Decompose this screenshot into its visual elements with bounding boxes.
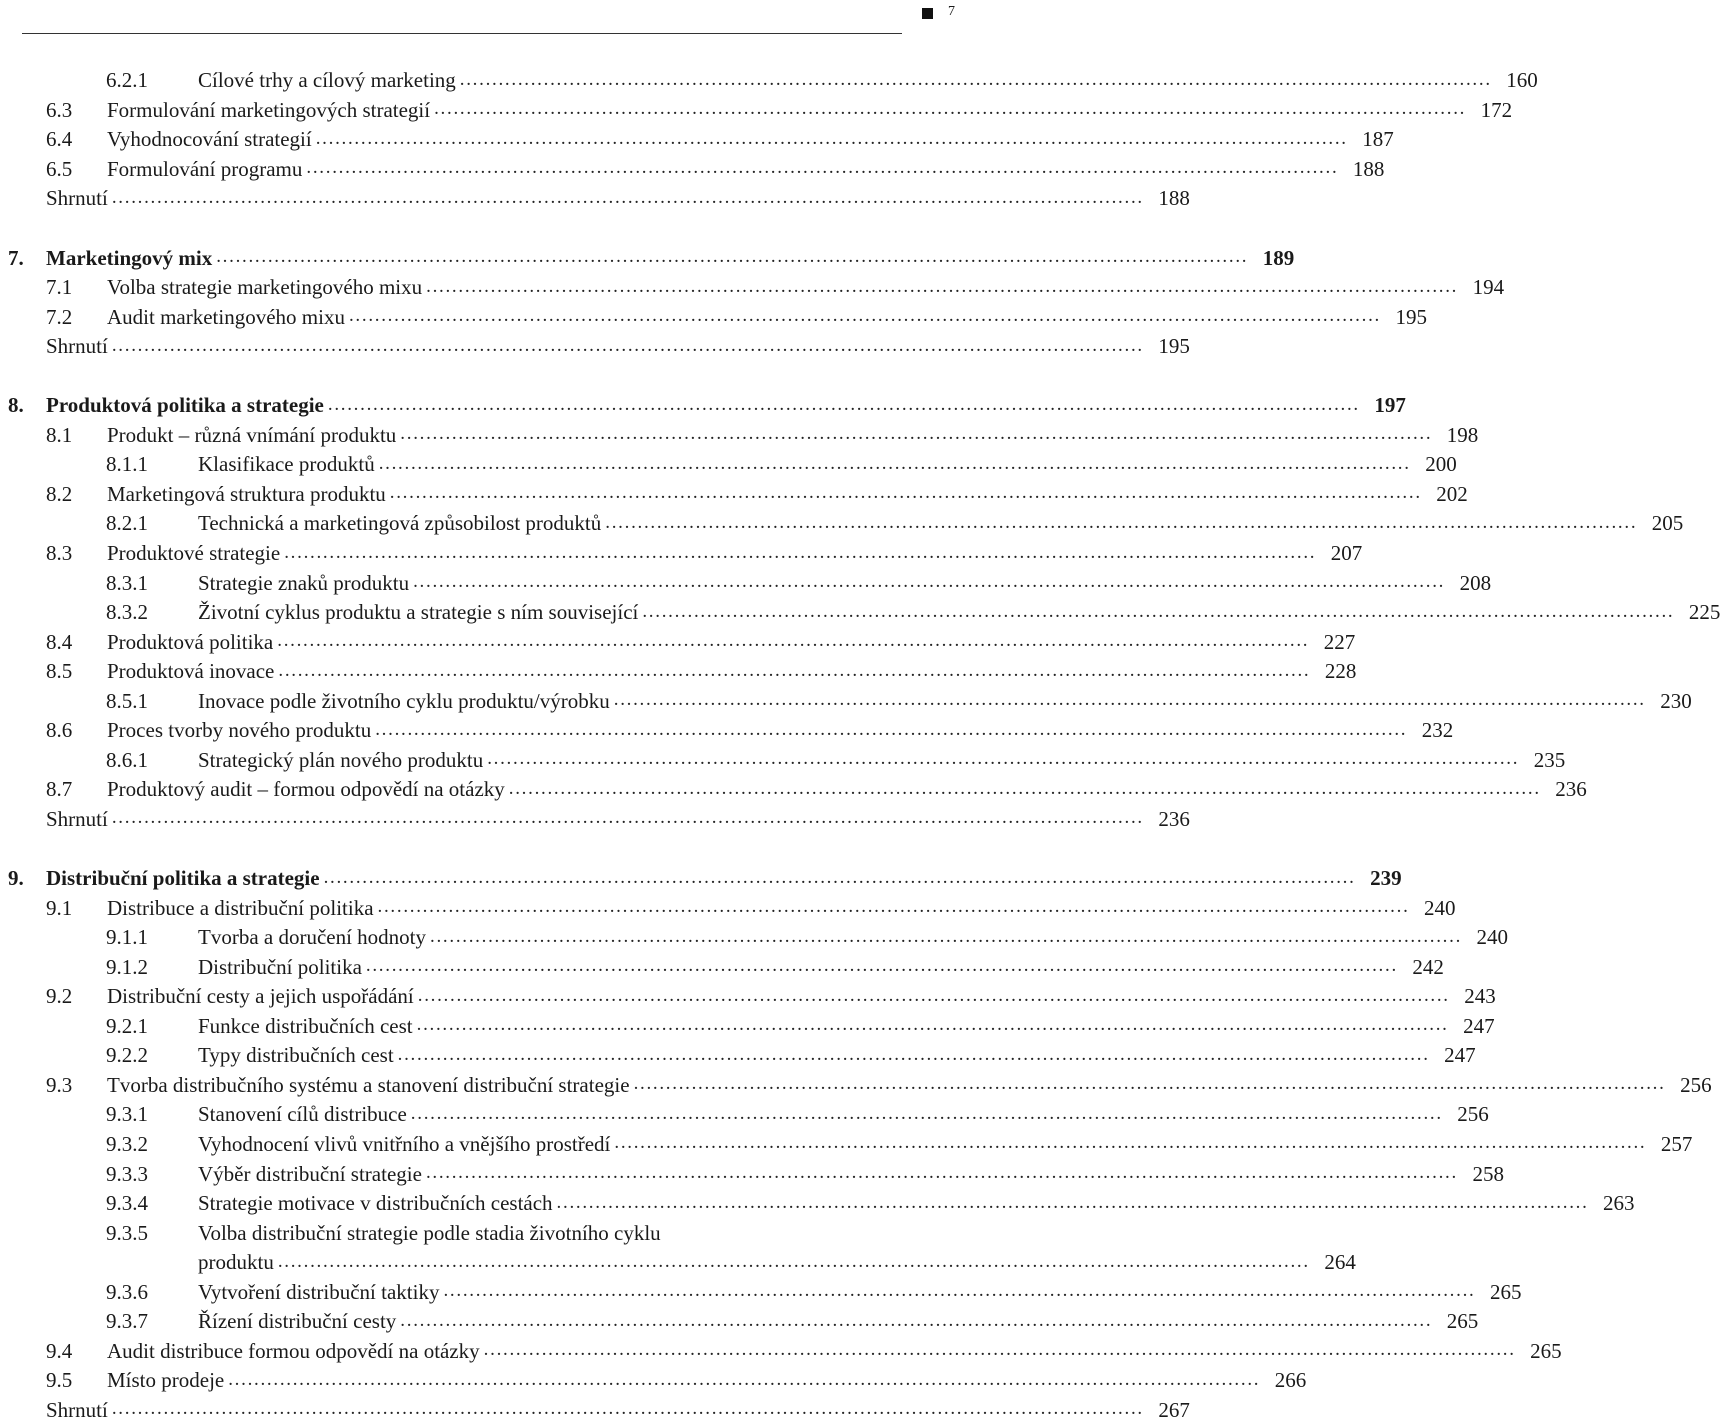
toc-entry-number: 8.1.1 — [106, 452, 148, 477]
toc-entry-number: 6.2.1 — [106, 68, 148, 93]
toc-entry-title: Distribuční politika a strategie — [46, 866, 320, 891]
toc-entry-page: 265 — [1489, 1279, 1522, 1304]
toc-entry-number: 9.3.3 — [106, 1161, 148, 1186]
toc-entry-number: 7. — [8, 245, 24, 270]
toc-entry-page: 257 — [1660, 1131, 1693, 1156]
toc-entry-page: 189 — [1262, 245, 1295, 270]
toc-entry[interactable] — [0, 1307, 1479, 1337]
toc-dot-leader: ................................................................................................................................................................ — [389, 482, 1422, 504]
toc-dot-leader: ................................................................................................................................................................ — [459, 68, 1492, 90]
toc-dot-leader: ................................................................................................................................................................ — [487, 748, 1520, 770]
toc-entry-title: Marketingový mix — [46, 245, 213, 270]
toc-entry-page: 266 — [1274, 1368, 1307, 1393]
toc-entry-number: 9.2.2 — [106, 1043, 148, 1068]
page-number: 7 — [948, 4, 955, 19]
toc-entry-title: Produkt – různá vnímání produktu — [107, 422, 397, 447]
toc-entry-page: 194 — [1472, 275, 1505, 300]
toc-entry[interactable] — [0, 1248, 1356, 1278]
toc-entry[interactable] — [0, 509, 1684, 539]
toc-entry-page: 205 — [1651, 511, 1684, 536]
toc-entry-page: 264 — [1324, 1250, 1356, 1275]
toc-entry-number: 9.4 — [46, 1338, 73, 1363]
toc-chapter-entry[interactable] — [0, 391, 1406, 421]
toc-entry-page: 172 — [1480, 97, 1513, 122]
toc-entry-page: 236 — [1555, 777, 1587, 802]
toc-entry-title: Strategie motivace v distribučních cestách — [198, 1191, 553, 1216]
toc-entry-page: 227 — [1323, 629, 1356, 654]
toc-entry-page: 242 — [1412, 954, 1444, 979]
toc-entry[interactable] — [0, 1159, 1504, 1189]
toc-dot-leader: ................................................................................................................................................................ — [228, 1368, 1261, 1390]
toc-dot-leader: ................................................................................................................................................................ — [111, 1398, 1144, 1420]
toc-entry[interactable] — [0, 746, 1566, 776]
toc-entry-number: 7.2 — [46, 304, 73, 329]
toc-dot-leader: ................................................................................................................................................................ — [426, 275, 1459, 297]
toc-entry[interactable] — [0, 923, 1509, 953]
toc-entry-title: Strategický plán nového produktu — [198, 747, 484, 772]
toc-entry-title: Cílové trhy a cílový marketing — [198, 68, 456, 93]
toc-entry-title: Audit marketingového mixu — [107, 304, 345, 329]
toc-entry-page: 197 — [1374, 393, 1406, 418]
toc-entry-title: Produktový audit – formou odpovědí na otázky — [107, 777, 505, 802]
toc-dot-leader: ................................................................................................................................................................ — [111, 807, 1144, 829]
toc-entry-title: Shrnutí — [46, 1397, 108, 1422]
toc-entry[interactable] — [0, 982, 1496, 1012]
toc-entry-title: Shrnutí — [46, 334, 108, 359]
toc-entry-number: 8.6.1 — [106, 747, 148, 772]
toc-entry-title: Formulování programu — [107, 156, 303, 181]
toc-entry-page: 195 — [1395, 304, 1427, 329]
toc-entry[interactable] — [0, 184, 1190, 214]
toc-entry-number: 9.2.1 — [106, 1013, 148, 1038]
toc-entry-title: Vyhodnocování strategií — [107, 127, 312, 152]
toc-entry[interactable] — [0, 1012, 1495, 1042]
toc-entry-title: Proces tvorby nového produktu — [107, 718, 372, 743]
toc-entry-page: 256 — [1680, 1072, 1712, 1097]
toc-entry-page: 258 — [1472, 1161, 1504, 1186]
toc-entry-title: Klasifikace produktů — [198, 452, 375, 477]
toc-entry-number: 9.3.6 — [106, 1279, 148, 1304]
toc-entry[interactable] — [0, 598, 1720, 628]
toc-entry-page: 230 — [1660, 688, 1692, 713]
toc-spacer — [0, 361, 960, 391]
toc-entry-page: 207 — [1330, 541, 1363, 566]
toc-dot-leader: ................................................................................................................................................................ — [642, 600, 1675, 622]
toc-dot-leader: ................................................................................................................................................................ — [397, 1043, 1430, 1065]
toc-entry-title: Inovace podle životního cyklu produktu/výrobku — [198, 688, 610, 713]
toc-entry[interactable] — [0, 1130, 1693, 1160]
toc-entry-page: 256 — [1457, 1102, 1489, 1127]
toc-entry[interactable] — [0, 1041, 1476, 1071]
toc-entry-number: 9.1.1 — [106, 925, 148, 950]
toc-entry-title: Audit distribuce formou odpovědí na otázky — [107, 1338, 480, 1363]
toc-dot-leader: ................................................................................................................................................................ — [417, 984, 1450, 1006]
toc-entry[interactable] — [0, 421, 1479, 451]
toc-dot-leader: ................................................................................................................................................................ — [277, 630, 1310, 652]
toc-entry-title: Místo prodeje — [107, 1368, 225, 1393]
toc-entry-number: 9.1.2 — [106, 954, 148, 979]
toc-entry-title: Distribuce a distribuční politika — [107, 895, 374, 920]
toc-entry-number: 9.3.7 — [106, 1309, 148, 1334]
toc-entry-page: 198 — [1446, 422, 1479, 447]
toc-dot-leader: ................................................................................................................................................................ — [323, 866, 1356, 888]
toc-entry-number: 8.4 — [46, 629, 73, 654]
toc-entry-number: 9.1 — [46, 895, 73, 920]
toc-entry[interactable] — [0, 1218, 960, 1248]
toc-entry-title: Produktové strategie — [107, 541, 281, 566]
toc-entry[interactable] — [0, 1100, 1489, 1130]
toc-entry-page: 187 — [1362, 127, 1394, 152]
header-rule — [22, 33, 902, 34]
toc-entry-title: Vytvoření distribuční taktiky — [198, 1279, 440, 1304]
toc-entry[interactable] — [0, 125, 1394, 155]
toc-entry-number: 6.3 — [46, 97, 73, 122]
toc-entry[interactable] — [0, 66, 1538, 96]
toc-entry-title: Produktová inovace — [107, 659, 275, 684]
toc-entry-number: 8.5.1 — [106, 688, 148, 713]
toc-entry-title: Shrnutí — [46, 806, 108, 831]
toc-entry-page: 267 — [1158, 1397, 1190, 1422]
toc-dot-leader: ................................................................................................................................................................ — [425, 1162, 1458, 1183]
toc-entry-number: 6.4 — [46, 127, 73, 152]
toc-entry-page: 265 — [1446, 1309, 1479, 1334]
toc-entry[interactable] — [0, 805, 1190, 835]
toc-entry-number: 8. — [8, 393, 24, 418]
toc-entry-title: Distribuční cesty a jejich uspořádání — [107, 984, 414, 1009]
toc-dot-leader: ................................................................................................................................................................ — [556, 1191, 1589, 1213]
toc-dot-leader: ................................................................................................................................................................ — [416, 1014, 1449, 1036]
toc-entry[interactable] — [0, 96, 1513, 126]
toc-entry-page: 263 — [1603, 1191, 1635, 1216]
toc-entry-title: Tvorba distribučního systému a stanovení distribuční strategie — [107, 1072, 630, 1097]
toc-entry-page: 200 — [1425, 452, 1457, 477]
header-square-marker — [922, 8, 933, 19]
toc-entry-title: Shrnutí — [46, 186, 108, 211]
toc-dot-leader: ................................................................................................................................................................ — [614, 1132, 1647, 1154]
toc-dot-leader: ................................................................................................................................................................ — [111, 186, 1144, 208]
toc-entry-page: 202 — [1436, 481, 1468, 506]
toc-entry[interactable] — [0, 155, 1385, 185]
toc-entry[interactable] — [0, 716, 1454, 746]
toc-dot-leader: ................................................................................................................................................................ — [278, 659, 1311, 681]
toc-dot-leader: ................................................................................................................................................................ — [327, 393, 1360, 415]
toc-entry-page: 247 — [1463, 1013, 1495, 1038]
toc-dot-leader: ................................................................................................................................................................ — [348, 305, 1381, 327]
toc-entry-page: 228 — [1324, 659, 1357, 684]
toc-dot-leader: ................................................................................................................................................................ — [508, 777, 1541, 799]
toc-entry-title: Výběr distribuční strategie — [198, 1161, 422, 1186]
toc-dot-leader: ................................................................................................................................................................ — [284, 541, 1317, 563]
toc-entry[interactable] — [0, 450, 1457, 480]
toc-entry[interactable] — [0, 893, 1456, 923]
toc-entry-title: Distribuční politika — [198, 954, 362, 979]
toc-entry[interactable] — [0, 1071, 1712, 1101]
toc-entry-number: 9.3.5 — [106, 1220, 148, 1245]
toc-dot-leader: ................................................................................................................................................................ — [400, 423, 1433, 445]
toc-entry[interactable] — [0, 1277, 1522, 1307]
toc-dot-leader: ................................................................................................................................................................ — [434, 98, 1467, 120]
toc-entry-page: 247 — [1444, 1043, 1476, 1068]
toc-entry-title: produktu — [198, 1250, 274, 1275]
toc-entry-title: Stanovení cílů distribuce — [198, 1102, 407, 1127]
toc-chapter-entry[interactable] — [0, 243, 1295, 273]
toc-dot-leader: ................................................................................................................................................................ — [400, 1309, 1433, 1331]
toc-entry-title: Řízení distribuční cesty — [198, 1309, 397, 1334]
toc-dot-leader: ................................................................................................................................................................ — [483, 1339, 1516, 1361]
toc-entry[interactable] — [0, 568, 1492, 598]
toc-entry-title: Životní cyklus produktu a strategie s ním související — [198, 600, 639, 625]
toc-entry-number: 8.3.2 — [106, 600, 148, 625]
toc-dot-leader: ................................................................................................................................................................ — [613, 689, 1646, 711]
toc-entry-number: 6.5 — [46, 156, 73, 181]
toc-entry[interactable] — [0, 952, 1444, 982]
toc-entry-title: Volba strategie marketingového mixu — [107, 275, 423, 300]
toc-entry-number: 8.2 — [46, 481, 73, 506]
toc-entry-number: 9.3 — [46, 1072, 73, 1097]
toc-entry[interactable] — [0, 657, 1357, 687]
toc-entry[interactable] — [0, 627, 1356, 657]
toc-entry-title: Tvorba a doručení hodnoty — [198, 925, 427, 950]
toc-entry[interactable] — [0, 686, 1692, 716]
toc-entry-title: Produktová politika a strategie — [46, 393, 324, 418]
toc-entry-page: 265 — [1530, 1338, 1562, 1363]
table-of-contents — [0, 66, 1720, 1425]
toc-entry-number: 8.3 — [46, 541, 73, 566]
toc-dot-leader: ................................................................................................................................................................ — [375, 718, 1408, 740]
toc-entry-page: 240 — [1476, 925, 1509, 950]
toc-entry[interactable] — [0, 1189, 1635, 1219]
toc-entry-number: 8.1 — [46, 422, 73, 447]
toc-entry[interactable] — [0, 1337, 1562, 1367]
page-header — [0, 0, 960, 40]
toc-dot-leader: ................................................................................................................................................................ — [633, 1073, 1666, 1095]
toc-entry-title: Produktová politika — [107, 629, 274, 654]
toc-entry-title: Funkce distribučních cest — [198, 1013, 413, 1038]
toc-entry-page: 239 — [1370, 866, 1402, 891]
toc-entry-number: 9.3.1 — [106, 1102, 148, 1127]
toc-entry-title: Marketingová struktura produktu — [107, 481, 386, 506]
toc-dot-leader: ................................................................................................................................................................ — [111, 334, 1144, 356]
toc-entry-page: 188 — [1158, 186, 1190, 211]
toc-entry-title: Technická a marketingová způsobilost produktů — [198, 511, 602, 536]
toc-chapter-entry[interactable] — [0, 864, 1402, 894]
toc-entry-page: 243 — [1464, 984, 1496, 1009]
toc-entry-page: 208 — [1459, 570, 1492, 595]
toc-entry-title: Vyhodnocení vlivů vnitřního a vnějšího prostředí — [198, 1131, 611, 1156]
toc-entry[interactable] — [0, 1396, 1190, 1425]
toc-entry[interactable] — [0, 480, 1468, 510]
toc-entry-number: 8.5 — [46, 659, 73, 684]
toc-entry-number: 9.3.4 — [106, 1191, 148, 1216]
toc-entry-title: Typy distribučních cest — [198, 1043, 394, 1068]
toc-dot-leader: ................................................................................................................................................................ — [413, 571, 1446, 593]
toc-entry-page: 235 — [1533, 747, 1566, 772]
toc-dot-leader: ................................................................................................................................................................ — [430, 925, 1463, 947]
toc-entry-page: 232 — [1421, 718, 1454, 743]
toc-entry-page: 160 — [1506, 68, 1538, 93]
toc-entry[interactable] — [0, 775, 1587, 805]
toc-entry[interactable] — [0, 302, 1427, 332]
toc-dot-leader: ................................................................................................................................................................ — [216, 246, 1249, 268]
toc-dot-leader: ................................................................................................................................................................ — [315, 127, 1348, 149]
toc-entry-page: 225 — [1688, 600, 1720, 625]
toc-entry-number: 8.6 — [46, 718, 73, 743]
toc-dot-leader: ................................................................................................................................................................ — [410, 1102, 1443, 1124]
toc-entry-number: 8.7 — [46, 777, 73, 802]
toc-entry-page: 240 — [1424, 895, 1456, 920]
toc-entry-number: 9.2 — [46, 984, 73, 1009]
toc-dot-leader: ................................................................................................................................................................ — [365, 955, 1398, 977]
toc-entry-title: Formulování marketingových strategií — [107, 97, 431, 122]
toc-entry-number: 7.1 — [46, 275, 73, 300]
toc-entry[interactable] — [0, 1366, 1307, 1396]
toc-entry-number: 8.2.1 — [106, 511, 148, 536]
toc-entry-title: Volba distribuční strategie podle stadia životního cyklu — [198, 1220, 661, 1245]
toc-spacer — [0, 834, 960, 864]
toc-entry-page: 236 — [1158, 806, 1190, 831]
toc-entry-number: 8.3.1 — [106, 570, 148, 595]
toc-spacer — [0, 214, 960, 244]
toc-entry-page: 188 — [1352, 156, 1385, 181]
toc-entry[interactable] — [0, 332, 1190, 362]
toc-entry-number: 9.3.2 — [106, 1131, 148, 1156]
toc-dot-leader: ................................................................................................................................................................ — [277, 1250, 1310, 1272]
toc-entry-title: Strategie znaků produktu — [198, 570, 410, 595]
toc-entry-number: 9.5 — [46, 1368, 73, 1393]
toc-entry[interactable] — [0, 539, 1363, 569]
toc-dot-leader: ................................................................................................................................................................ — [605, 511, 1638, 533]
toc-entry[interactable] — [0, 273, 1505, 303]
toc-dot-leader: ................................................................................................................................................................ — [306, 157, 1339, 179]
toc-dot-leader: ................................................................................................................................................................ — [378, 452, 1411, 474]
toc-dot-leader: ................................................................................................................................................................ — [443, 1280, 1476, 1302]
toc-entry-page: 195 — [1158, 334, 1190, 359]
toc-dot-leader: ................................................................................................................................................................ — [377, 896, 1410, 918]
toc-entry-number: 9. — [8, 866, 24, 891]
